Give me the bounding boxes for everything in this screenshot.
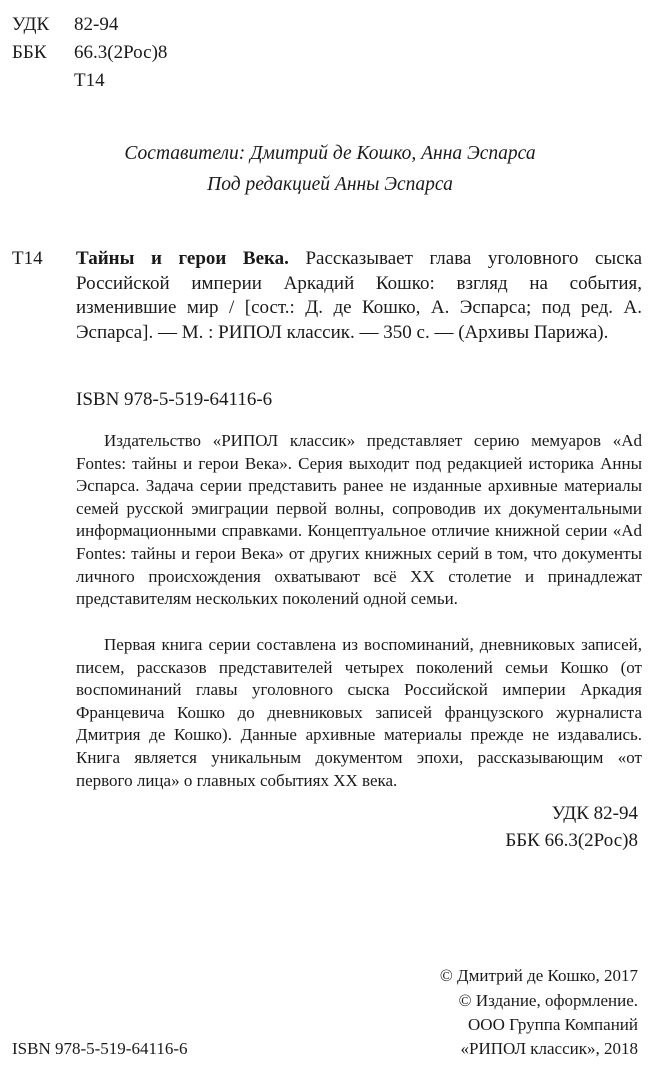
author-mark-header [12,70,105,92]
isbn-bottom: ISBN 978-5-519-64116-6 [12,1039,188,1058]
compilers-line: Составители: Дмитрий де Кошко, Анна Эспарса [124,143,536,164]
copyright-line-2: © Издание, оформление. [458,991,638,1010]
isbn-main: ISBN 978-5-519-64116-6 [76,389,273,410]
bbk-footer: ББК 66.3(2Рос)8 [505,830,638,851]
udk-value: 82-94 [74,14,119,35]
bib-code: Т14 [12,248,43,269]
bbk-label: ББК [12,42,47,63]
udk-footer: УДК 82-94 [551,803,638,824]
editor-line: Под редакцией Анны Эспарса [207,174,453,195]
author-mark: Т14 [74,70,105,91]
bbk-value: 66.3(2Рос)8 [74,42,168,63]
bib-description: Рассказывает глава уголовного сыска Российской империи Аркадий Кошко: взгляд на события, изменившие мир / [сост.: Д. де Кошко, А. Эспарса; под ред. А. Эспарса]. — М. : РИПОЛ классик. — 350 с. — (Архивы Парижа). [76,248,642,343]
annotation-paragraph-2: Первая книга серии составлена из воспоминаний, дневниковых записей, писем, рассказов представителей четырех поколений семьи Кошко (от воспоминаний главы уголовного сыска Российской империи Аркадия Францевича Кошко до дневниковых записей французского журналиста Дмитрия де Кошко). Данные архивные материалы прежде не издавались. Книга является уникальным документом эпохи, рассказывающим «от первого лица» о главных событиях XX века. [76,635,642,790]
bbk-header [12,42,167,64]
book-title: Тайны и герои Века. [76,248,289,269]
copyright-line-3: ООО Группа Компаний [468,1015,638,1034]
copyright-line-1: © Дмитрий де Кошко, 2017 [439,966,638,985]
udk-header [12,14,118,36]
udk-label: УДК [12,14,50,35]
copyright-line-4: «РИПОЛ классик», 2018 [460,1039,638,1058]
bib-entry [76,247,642,345]
annotation-paragraph-1: Издательство «РИПОЛ классик» представляет серию мемуаров «Ad Fontes: тайны и герои Века». Серия выходит под редакцией историка Анны Эспарса. Задача серии представить ранее не изданные архивные материалы семей русской эмиграции первой волны, сопроводив их документальными информационными справками. Концептуальное отличие книжной серии «Ad Fontes: тайны и герои Века» от других книжных серий в том, что документы личного происхождения охватывают всё XX столетие и принадлежат представителям нескольких поколений одной семьи. [76,431,642,609]
